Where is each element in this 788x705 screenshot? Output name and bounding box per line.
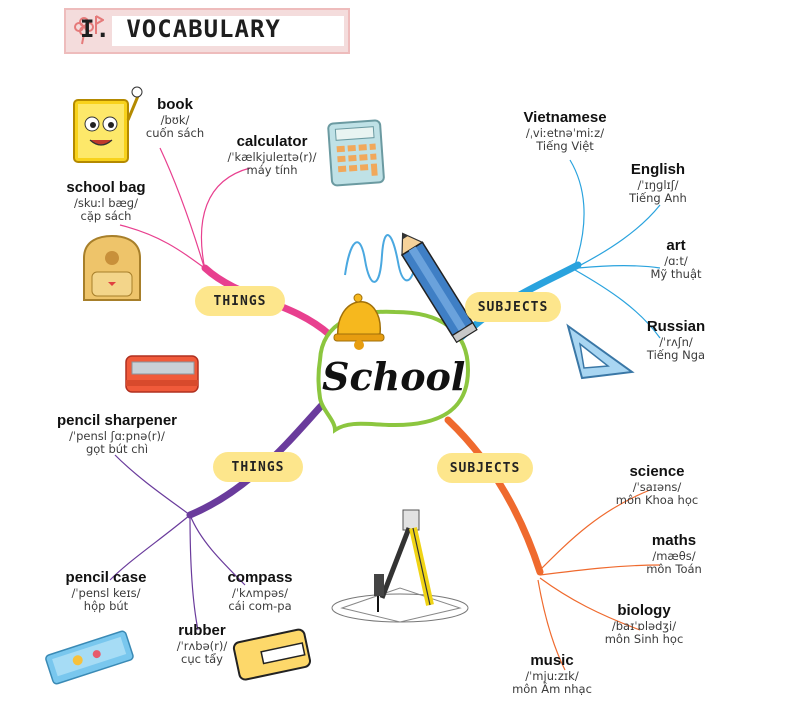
word-en: Vietnamese: [523, 109, 607, 126]
branch-things-top: THINGS: [195, 286, 285, 316]
word-maths: [636, 532, 712, 577]
word-compass: [214, 569, 306, 614]
word-en: art: [666, 237, 686, 254]
word-vi: cục tẩy: [181, 652, 223, 667]
calculator-icon: [328, 120, 384, 185]
pencil-case-icon: [45, 630, 134, 684]
word-vi: Tiếng Việt: [536, 139, 594, 154]
word-en: pencil sharpener: [56, 412, 178, 429]
word-ipa: /ˈɪŋɡlɪʃ/: [637, 177, 679, 192]
word-pencil-sharpener: [42, 412, 192, 457]
word-vi: Mỹ thuật: [650, 267, 702, 282]
word-pencil-case: [56, 569, 156, 614]
word-vi: Tiếng Anh: [629, 191, 687, 206]
branch-subjects-bottom: SUBJECTS: [437, 453, 533, 483]
word-english: [616, 161, 700, 206]
word-en: rubber: [178, 622, 226, 639]
word-en: pencil case: [65, 569, 147, 586]
word-en: science: [629, 463, 685, 480]
word-en: biology: [617, 602, 671, 619]
word-ipa: /bʊk/: [160, 112, 190, 127]
word-vi: môn Khoa học: [615, 493, 699, 508]
page-title: I. VOCABULARY: [80, 15, 281, 43]
sharpener-icon: [126, 356, 198, 392]
word-vi: máy tính: [246, 163, 298, 178]
word-russian: [636, 318, 716, 363]
word-ipa: /ˈpensl ʃɑːpnə(r)/: [69, 428, 165, 443]
word-vi: môn Toán: [646, 562, 702, 577]
word-vi: môn Sinh học: [604, 632, 684, 647]
eraser-icon: [233, 629, 311, 681]
word-ipa: /ˈpensl keɪs/: [71, 585, 141, 600]
word-ipa: /ˈkælkjuleɪtə(r)/: [227, 149, 317, 164]
word-rubber: [160, 622, 244, 667]
compass-icon: [332, 510, 468, 622]
word-en: book: [157, 96, 193, 113]
set-square-icon: [568, 326, 632, 378]
word-en: calculator: [236, 133, 308, 150]
word-en: music: [530, 652, 574, 669]
word-en: maths: [651, 532, 697, 549]
school-bag-icon: [84, 236, 140, 300]
word-vi: gọt bút chì: [85, 442, 149, 457]
word-vi: cuốn sách: [145, 126, 205, 141]
word-en: school bag: [66, 179, 146, 196]
word-music: [504, 652, 600, 697]
word-school-bag: [56, 179, 156, 224]
word-ipa: /baɪˈɒlədʒi/: [611, 618, 677, 633]
branch-subjects-top: SUBJECTS: [465, 292, 561, 322]
word-ipa: /skuːl bæɡ/: [74, 195, 138, 210]
word-ipa: /ˈkʌmpəs/: [232, 585, 288, 600]
word-book: [128, 96, 222, 141]
word-en: Russian: [646, 318, 706, 335]
word-vi: hộp bút: [83, 599, 129, 614]
word-en: English: [630, 161, 686, 178]
word-calculator: [210, 133, 334, 178]
word-vi: cái com-pa: [228, 599, 292, 614]
word-vi: môn Âm nhạc: [512, 682, 592, 697]
word-art: [638, 237, 714, 282]
word-biology: [596, 602, 692, 647]
word-vietnamese: [506, 109, 624, 154]
word-ipa: /mæθs/: [652, 548, 696, 563]
word-ipa: /ɑːt/: [664, 253, 688, 268]
word-vi: Tiếng Nga: [646, 348, 706, 363]
word-ipa: /ˈsaɪəns/: [632, 479, 682, 494]
center-word: School: [322, 354, 466, 399]
word-science: [608, 463, 706, 508]
word-ipa: /ˌviːetnəˈmiːz/: [525, 125, 605, 140]
word-vi: cặp sách: [80, 209, 132, 224]
word-ipa: /ˈmjuːzɪk/: [525, 668, 579, 683]
branch-things-bottom: THINGS: [213, 452, 303, 482]
word-ipa: /ˈrʌbə(r)/: [176, 638, 228, 653]
word-ipa: /ˈrʌʃn/: [659, 334, 693, 349]
word-en: compass: [227, 569, 293, 586]
